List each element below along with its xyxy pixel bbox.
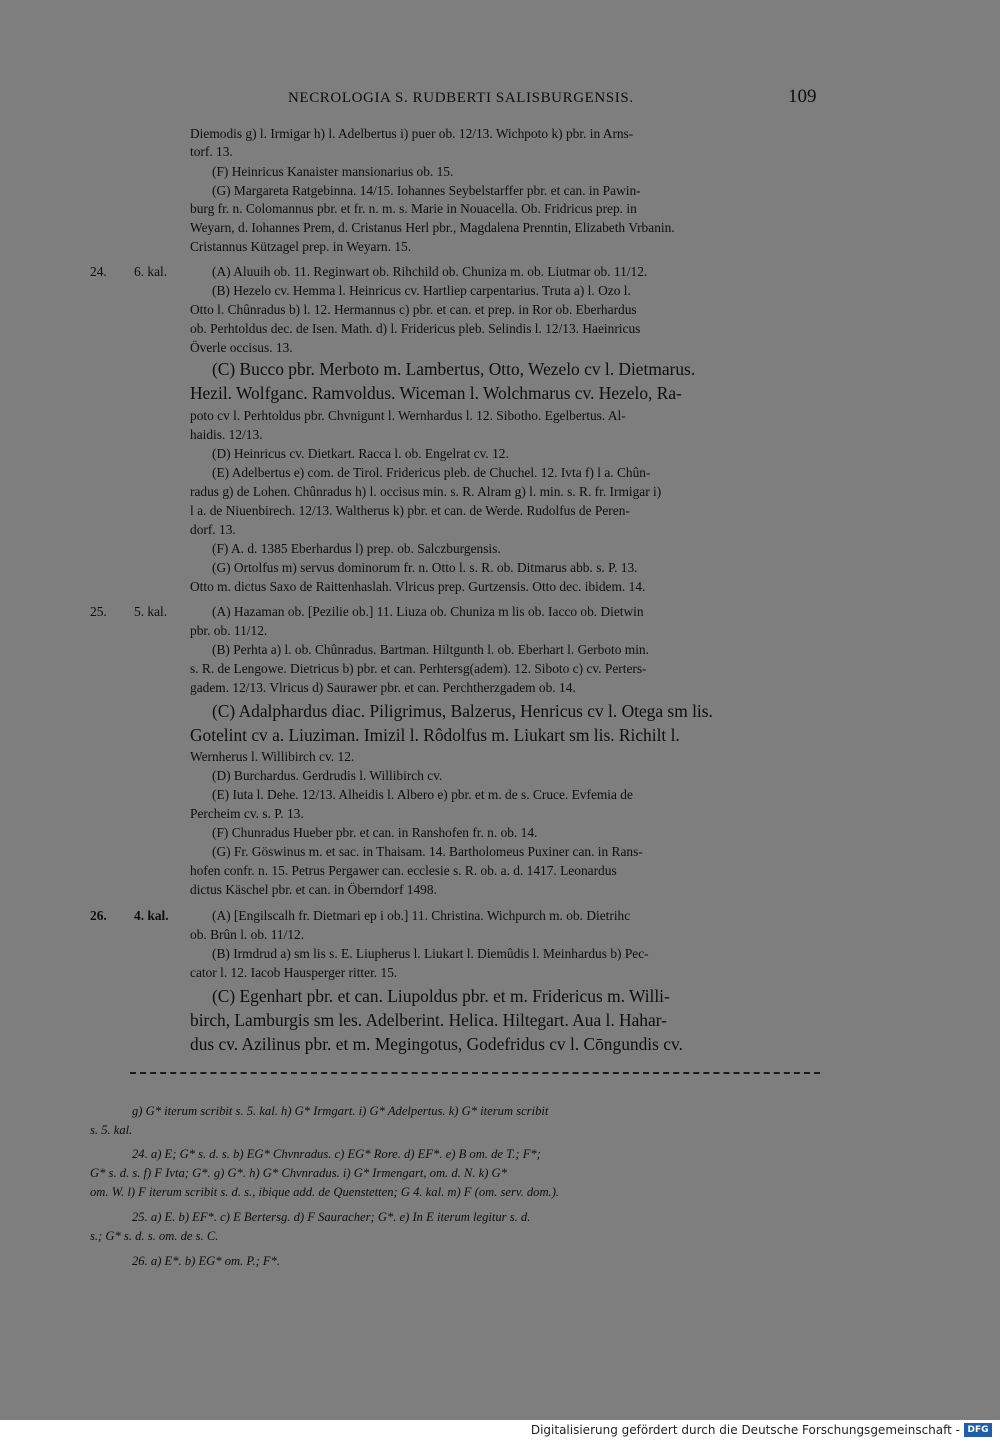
footnote-line: g) G* iterum scribit s. 5. kal. h) G* Irmgart. i) G* Adelpertus. k) G* iterum scribit — [132, 1104, 549, 1118]
kalend-label: 6. kal. — [134, 264, 168, 279]
text-line: (F) Heinricus Kanaister mansionarius ob. 15. — [212, 164, 454, 179]
text-line: (D) Burchardus. Gerdrudis l. Willibirch cv. — [212, 768, 443, 783]
text-line-large: Gotelint cv a. Liuziman. Imizil l. Rôdolfus m. Liukart sm lis. Richilt l. — [190, 725, 680, 745]
text-line: dorf. 13. — [190, 522, 236, 537]
text-line: dictus Käschel pbr. et can. in Öberndorf 1498. — [190, 882, 437, 897]
text-line: Weyarn, d. Iohannes Prem, d. Cristanus Herl pbr., Magdalena Prenntin, Elizabeth Vrbanin. — [190, 220, 675, 235]
text-line: Wernherus l. Willibirch cv. 12. — [190, 749, 355, 764]
kalend-label: 4. kal. — [134, 908, 169, 923]
text-line: (B) Perhta a) l. ob. Chûnradus. Bartman. Hiltgunth l. ob. Eberhart l. Gerboto min. — [212, 642, 649, 657]
text-line: (A) Aluuih ob. 11. Reginwart ob. Rihchild ob. Chuniza m. ob. Liutmar ob. 11/12. — [212, 264, 648, 279]
text-line: (F) Chunradus Hueber pbr. et can. in Ranshofen fr. n. ob. 14. — [212, 825, 538, 840]
running-header — [0, 86, 1000, 112]
text-line: poto cv l. Perhtoldus pbr. Chvnigunt l. Wernhardus l. 12. Sibotho. Egelbertus. Al- — [190, 408, 626, 423]
text-line-large: (C) Egenhart pbr. et can. Liupoldus pbr. et m. Fridericus m. Willi- — [212, 986, 670, 1006]
text-line: haidis. 12/13. — [190, 427, 263, 442]
text-line: (E) Adelbertus e) com. de Tirol. Fridericus pleb. de Chuchel. 12. Ivta f) l a. Chûn- — [212, 465, 651, 480]
footnote-line: s. 5. kal. — [90, 1123, 133, 1137]
text-line: Otto m. dictus Saxo de Raittenhaslah. Vlricus prep. Gurtzensis. Otto dec. ibidem. 14. — [190, 579, 646, 594]
text-line: (G) Ortolfus m) servus dominorum fr. n. Otto l. s. R. ob. Ditmarus abb. s. P. 13. — [212, 560, 638, 575]
text-line: (G) Margareta Ratgebinna. 14/15. Iohannes Seybelstarffer pbr. et can. in Pawin- — [212, 183, 641, 198]
text-line: cator l. 12. Iacob Hausperger ritter. 15. — [190, 965, 398, 980]
funding-footer — [0, 1420, 1000, 1441]
funding-notice: Digitalisierung gefördert durch die Deutsche Forschungsgemeinschaft - — [530, 1423, 960, 1437]
text-line: ob. Perhtoldus dec. de Isen. Math. d) l. Fridericus pleb. Selindis l. 12/13. Haeinricus — [190, 321, 641, 336]
text-line: s. R. de Lengowe. Dietricus b) pbr. et can. Perhtersg(adem). 12. Siboto c) cv. Perters- — [190, 661, 647, 676]
day-number: 25. — [90, 604, 107, 619]
text-line: burg fr. n. Colomannus pbr. et fr. n. m. s. Marie in Nouacella. Ob. Fridricus prep. in — [190, 201, 637, 216]
text-line: (A) [Engilscalh fr. Dietmari ep i ob.] 11. Christina. Wichpurch m. ob. Dietrihc — [212, 908, 631, 923]
text-line-large: (C) Bucco pbr. Merboto m. Lambertus, Otto, Wezelo cv l. Dietmarus. — [212, 359, 696, 379]
text-line: Diemodis g) l. Irmigar h) l. Adelbertus i) puer ob. 12/13. Wichpoto k) pbr. in Arns- — [190, 126, 634, 141]
text-line: (D) Heinricus cv. Dietkart. Racca l. ob. Engelrat cv. 12. — [212, 446, 509, 461]
text-line: Otto l. Chûnradus b) l. 12. Hermannus c) pbr. et can. et prep. in Ror ob. Eberhardus — [190, 302, 637, 317]
text-line: Cristannus Kützagel prep. in Weyarn. 15. — [190, 239, 412, 254]
text-line: torf. 13. — [190, 144, 233, 159]
dfg-logo: DFG — [964, 1423, 992, 1437]
footnote-line: s.; G* s. d. s. om. de s. C. — [90, 1229, 219, 1243]
page-title: NECROLOGIA S. RUDBERTI SALISBURGENSIS. — [288, 90, 634, 106]
text-line: (B) Hezelo cv. Hemma l. Heinricus cv. Hartliep carpentarius. Truta a) l. Ozo l. — [212, 283, 631, 298]
text-line-large: (C) Adalphardus diac. Piligrimus, Balzerus, Henricus cv l. Otega sm lis. — [212, 701, 713, 721]
footnote-line: om. W. l) F iterum scribit s. d. s., ibique add. de Quenstetten; G 4. kal. m) F (om. serv. dom.). — [90, 1185, 560, 1199]
text-line-large: Hezil. Wolfganc. Ramvoldus. Wiceman l. Wolchmarus cv. Hezelo, Ra- — [190, 383, 682, 403]
text-line: ob. Brûn l. ob. 11/12. — [190, 927, 305, 942]
day-number: 24. — [90, 264, 107, 279]
kalend-label: 5. kal. — [134, 604, 168, 619]
footnote-line: 26. a) E*. b) EG* om. P.; F*. — [132, 1254, 281, 1268]
text-line: (B) Irmdrud a) sm lis s. E. Liupherus l. Liukart l. Diemûdis l. Meinhardus b) Pec- — [212, 946, 649, 961]
text-line: (G) Fr. Göswinus m. et sac. in Thaisam. 14. Bartholomeus Puxiner can. in Rans- — [212, 844, 643, 859]
text-line: l a. de Niuenbirech. 12/13. Waltherus k) pbr. et can. de Werde. Rudolfus de Peren- — [190, 503, 630, 518]
footnote-line: 25. a) E. b) EF*. c) E Bertersg. d) F Sauracher; G*. e) In E iterum legitur s. d. — [132, 1210, 531, 1224]
text-line-large: dus cv. Azilinus pbr. et m. Megingotus, Godefridus cv l. Cōngundis cv. — [190, 1034, 683, 1054]
text-line: (F) A. d. 1385 Eberhardus l) prep. ob. Salczburgensis. — [212, 541, 501, 556]
text-line: pbr. ob. 11/12. — [190, 623, 268, 638]
text-line: (E) Iuta l. Dehe. 12/13. Alheidis l. Albero e) pbr. et m. de s. Cruce. Evfemia de — [212, 787, 633, 802]
text-line: hofen confr. n. 15. Petrus Pergawer can. ecclesie s. R. ob. a. d. 1417. Leonardus — [190, 863, 617, 878]
footnote-line: G* s. d. s. f) F Ivta; G*. g) G*. h) G* Chvnradus. i) G* Irmengart, om. d. N. k) G* — [90, 1166, 507, 1180]
text-line: (A) Hazaman ob. [Pezilie ob.] 11. Liuza ob. Chuniza m lis ob. Iacco ob. Dietwin — [212, 604, 644, 619]
footnote-separator — [130, 1072, 820, 1074]
text-line-large: birch, Lamburgis sm les. Adelberint. Helica. Hiltegart. Aua l. Hahar- — [190, 1010, 667, 1030]
text-line: Överle occisus. 13. — [190, 340, 293, 355]
day-number: 26. — [90, 908, 107, 923]
text-line: gadem. 12/13. Vlricus d) Saurawer pbr. et can. Perchtherzgadem ob. 14. — [190, 680, 576, 695]
footnote-line: 24. a) E; G* s. d. s. b) EG* Chvnradus. c) EG* Rore. d) EF*. e) B om. de T.; F*; — [132, 1147, 541, 1161]
text-line: Percheim cv. s. P. 13. — [190, 806, 304, 821]
text-line: radus g) de Lohen. Chûnradus h) l. occisus min. s. R. Alram g) l. min. s. R. fr. Irmigar i) — [190, 484, 662, 499]
page-number: 109 — [788, 86, 817, 107]
